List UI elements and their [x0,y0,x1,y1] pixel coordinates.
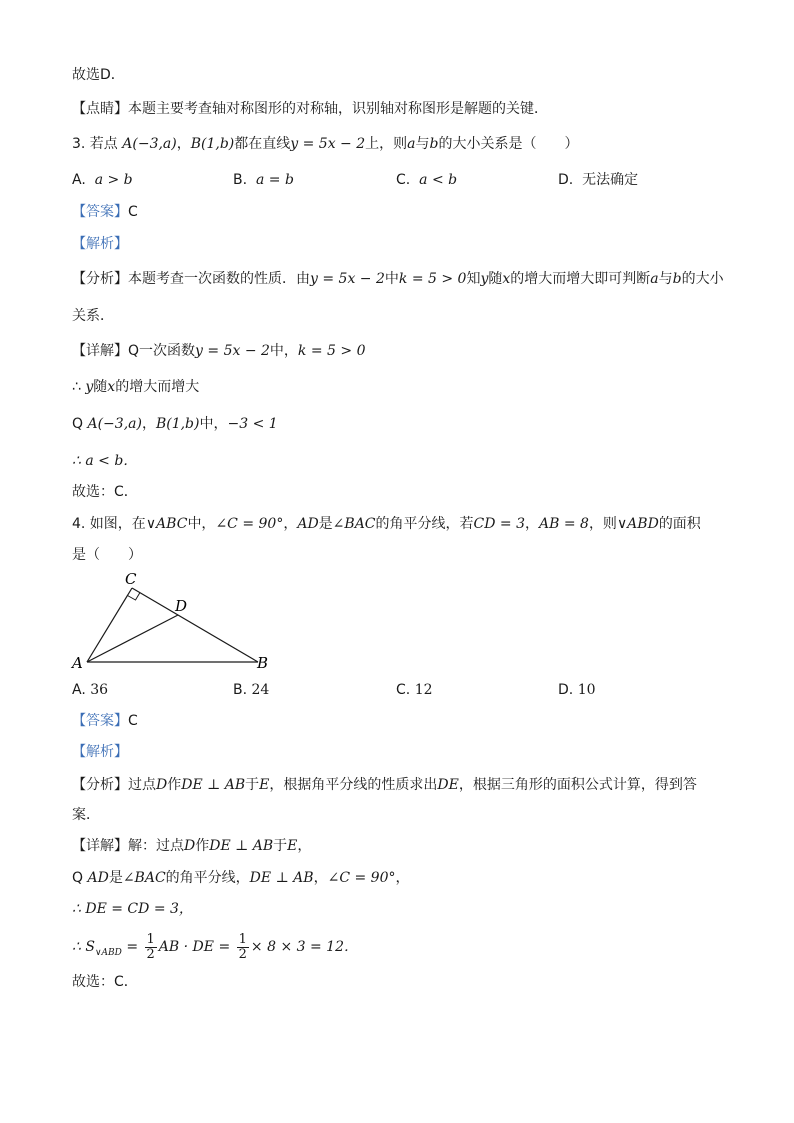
q4-tri2: ∨ABD [616,516,659,532]
q4-stem [72,514,701,534]
xj2-e: ， [395,870,410,886]
xj1-c: 于 [273,838,288,854]
option-label: A. [72,682,86,698]
q3-final [72,482,138,502]
fenxi-5: 的增大而增大即可判断 [510,271,651,287]
fenxi-1: 本题考查一次函数的性质．由 [128,271,310,287]
label-c: C [125,570,137,588]
xj4-a: ∴ S [72,939,95,955]
q3-xiangjie-3 [72,414,278,434]
q4-analysis-tag [72,742,128,762]
fenxi-y: y [480,271,489,287]
q4-final-text: 故选：C． [72,974,138,990]
fenxi-x: x [502,271,511,287]
q4-xiangjie-1 [72,836,311,856]
fenxi-4: 随 [488,271,503,287]
answer-value: C [128,204,138,220]
xj1-a: Q一次函数 [128,343,196,359]
option-text: 10 [577,682,596,698]
q4-angle-c: ∠C = 90° [215,516,284,532]
q3-comma: ， [176,136,191,152]
q3-fenxi [72,269,724,289]
q3-answer-line [72,202,138,222]
xj1-end: ， [297,838,312,854]
xj2-a: ∴ [72,379,81,395]
xj2-b: 是 [108,870,123,886]
q3-stem [72,134,578,154]
fenxi-de2: DE [437,777,459,793]
label-d: D [175,597,188,615]
q4-xiangjie-3 [72,899,193,919]
xj4-end: × 8 × 3 = 12． [250,939,358,955]
xj1-d: D [184,838,196,854]
xj2-c: 的角平分线， [165,870,250,886]
q3-stem-e: 的大小关系是（ ） [438,136,579,152]
q4-option-b [233,680,269,700]
q4-xiangjie-2 [72,868,409,888]
xj1-b: 中， [269,343,298,359]
option-label: C. [396,172,411,188]
q4-stem-2: 中， [187,516,216,532]
q3-analysis-tag [72,234,128,254]
answer-tag: 【答案】 [72,204,128,220]
xj2-de: DE ⊥ AB [249,870,314,886]
fenxi-5: ，根据三角形的面积公式计算，得到答 [458,777,697,793]
xj2-bac: ∠BAC [122,870,166,886]
label-b: B [257,654,269,672]
q4-tri1: ∨ABC [145,516,188,532]
q3-var-b: b [429,136,439,152]
option-text: 12 [414,682,433,698]
xj1-a: 解：过点 [128,838,184,854]
q3-xiangjie-2 [72,377,199,397]
fenxi-6: 与 [658,271,673,287]
option-text: 无法确定 [582,172,639,188]
fenxi-cont: 案． [72,807,100,823]
q4-option-a [72,680,108,700]
q4-fenxi [72,775,697,795]
fenxi-a: a [650,271,659,287]
q4-stem-cont [72,545,142,565]
xj3-b: ， [141,416,156,432]
q4-ab: AB = 8 [539,516,589,532]
xiangjie-tag: 【详解】 [72,838,128,854]
fenxi-2: 中 [384,271,399,287]
q3-point-b: B(1,b) [190,136,235,152]
q3-point-a: A(−3,a) [122,136,177,152]
q4-final [72,972,138,992]
option-label: C. [396,682,411,698]
xiangjie-tag: 【详解】 [72,343,128,359]
fenxi-de: DE ⊥ AB [181,777,246,793]
q4-stem-4: 是 [318,516,333,532]
q3-xiangjie-4 [72,451,137,471]
option-text: a < b [419,172,458,188]
dianjing-tag: 【点睛】 [72,101,128,117]
fenxi-7: 的大小 [681,271,724,287]
xj2-angle: ∠C = 90° [327,870,396,886]
q3-stem-a: 3. 若点 [72,136,118,152]
xj2-b: 随 [93,379,108,395]
q3-var-a: a [407,136,416,152]
option-label: A. [72,172,86,188]
frac-num: 1 [238,931,247,947]
option-label: D. [558,682,574,698]
q3-stem-d: 与 [415,136,430,152]
fenxi-tag: 【分析】 [72,777,128,793]
xj3-pb: B(1,b) [155,416,200,432]
xj3-pa: A(−3,a) [87,416,142,432]
xj2-c: 的增大而增大 [115,379,200,395]
xj2-d: ， [313,870,328,886]
option-label: B. [233,682,248,698]
q3-option-b [233,170,294,190]
q3-fenxi-cont [72,306,114,326]
q4-stem-9: 是（ ） [72,547,142,563]
fraction-half-2 [237,933,249,962]
q4-option-c [396,680,433,700]
q4-triangle-figure [64,566,284,678]
xj3: ∴ DE = CD = 3， [72,901,193,917]
fenxi-e: E [259,777,270,793]
xj4-mid: AB · DE = [158,939,235,955]
xj3-c: 中， [199,416,228,432]
answer-value: C [128,713,138,729]
q3-line-eq: y = 5x − 2 [290,136,366,152]
q4-xiangjie-4 [72,932,358,968]
analysis-tag: 【解析】 [72,236,128,252]
xj1-k: k = 5 > 0 [297,343,366,359]
xj2-ad: AD [87,870,109,886]
fenxi-3: 于 [245,777,260,793]
fenxi-eq: y = 5x − 2 [310,271,385,287]
frac-num: 1 [146,931,155,947]
fraction-half-1 [145,933,157,962]
q4-stem-8: 的面积 [658,516,701,532]
xj2-a: Q [72,870,84,886]
fenxi-k: k = 5 > 0 [398,271,467,287]
q3-stem-c: 上，则 [365,136,408,152]
q4-answer-line [72,711,138,731]
q4-option-d [558,680,596,700]
frac-den: 2 [146,946,155,962]
xj1-de: DE ⊥ AB [209,838,274,854]
dianjing-line [72,99,548,119]
q3-option-a [72,170,133,190]
q4-stem-5: 的角平分线，若 [375,516,474,532]
option-text: 36 [90,682,109,698]
xj4-sub: ∨ABD [94,948,122,958]
dianjing-text: 本题主要考查轴对称图形的对称轴，识别轴对称图形是解题的关键． [128,101,548,117]
q4-stem-6: ， [525,516,539,532]
xj4-eq1: = [121,939,143,955]
option-text: 24 [251,682,270,698]
xj1-eq: y = 5x − 2 [195,343,270,359]
option-label: B. [233,172,248,188]
side-cb [132,588,258,662]
fenxi-tag: 【分析】 [72,271,128,287]
xj2-y: y [85,379,94,395]
option-text: a = b [255,172,294,188]
q3-final-text: 故选：C． [72,484,138,500]
answer-tag: 【答案】 [72,713,128,729]
option-text: a > b [94,172,133,188]
xj3-ineq: −3 < 1 [227,416,278,432]
fenxi-cont: 关系． [72,308,114,324]
q4-ad: AD [297,516,319,532]
xj4: ∴ a < b． [72,453,138,469]
option-label: D. [558,172,574,188]
q3-xiangjie-1 [72,341,365,361]
fenxi-d: D [156,777,168,793]
analysis-tag: 【解析】 [72,744,128,760]
q4-bac: ∠BAC [332,516,376,532]
label-a: A [72,654,83,672]
xj2-x: x [107,379,116,395]
xj1-e: E [287,838,298,854]
fenxi-1: 过点 [128,777,156,793]
xj3-a: Q [72,416,84,432]
q4-stem-1: 4. 如图，在 [72,516,146,532]
frac-den: 2 [238,946,247,962]
prev-answer: 故选D． [72,67,125,83]
fenxi-4: ，根据角平分线的性质求出 [269,777,438,793]
q4-cd: CD = 3 [473,516,525,532]
fenxi-b: b [672,271,682,287]
q4-stem-7: ，则 [588,516,617,532]
fenxi-2: 作 [167,777,182,793]
right-angle-mark [128,593,141,601]
q3-stem-b: 都在直线 [234,136,291,152]
q3-option-c [396,170,457,190]
q4-fenxi-cont [72,805,100,825]
xj1-b: 作 [195,838,210,854]
prev-answer-line [72,65,125,85]
q3-option-d [558,170,638,190]
q4-stem-3: ， [283,516,298,532]
fenxi-3: 知 [466,271,481,287]
